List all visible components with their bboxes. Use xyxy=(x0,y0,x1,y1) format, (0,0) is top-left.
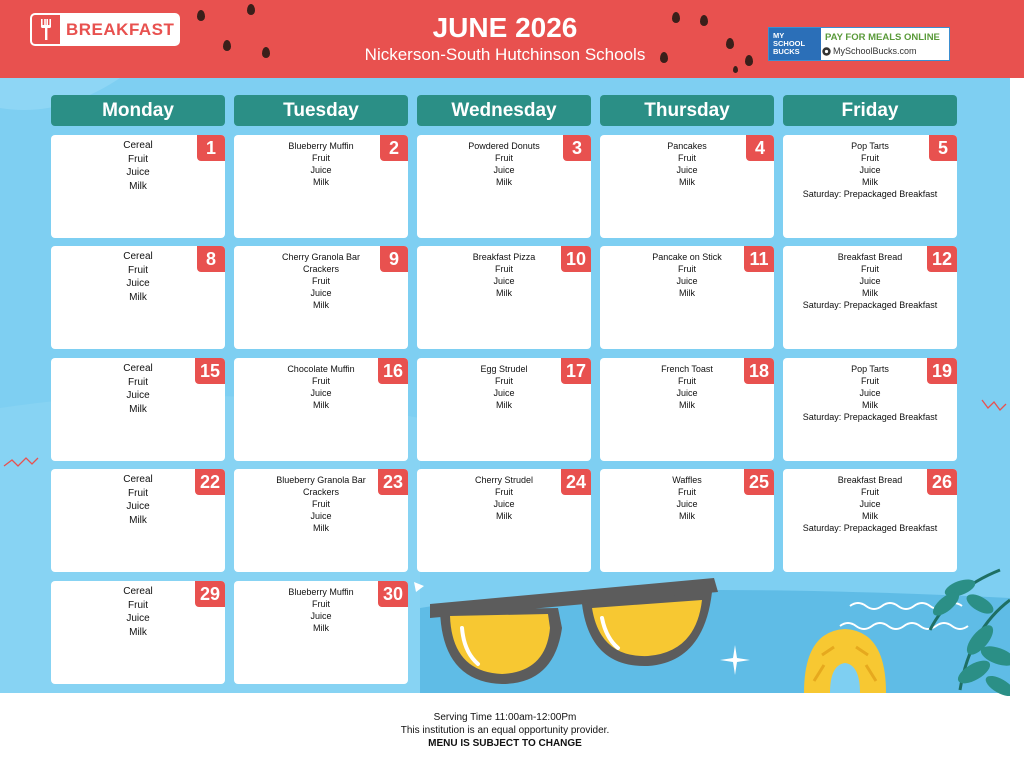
logo-label: BREAKFAST xyxy=(66,20,175,39)
menu-item: Saturday: Prepackaged Breakfast xyxy=(802,523,938,533)
calendar-day-cell xyxy=(234,135,408,238)
menu-item: Blueberry Granola Bar xyxy=(276,475,366,485)
menu-item: Pop Tarts xyxy=(851,141,889,151)
date-badge: 1 xyxy=(197,135,225,161)
menu-item: Fruit xyxy=(678,153,696,163)
menu-item: Fruit xyxy=(128,487,148,499)
menu-item: Pancakes xyxy=(667,141,707,151)
serving-time: Serving Time 11:00am-12:00Pm xyxy=(433,712,577,723)
date-badge: 29 xyxy=(195,581,225,607)
date-badge: 3 xyxy=(563,135,591,161)
calendar-day-cell xyxy=(600,135,774,238)
menu-item: Fruit xyxy=(678,376,696,386)
menu-change-notice: MENU IS SUBJECT TO CHANGE xyxy=(428,738,582,749)
day-header-tuesday: Tuesday xyxy=(234,95,408,126)
menu-item: Fruit xyxy=(678,264,696,274)
menu-item: Juice xyxy=(126,501,150,512)
menu-item: Breakfast Bread xyxy=(837,252,903,262)
date-badge: 11 xyxy=(744,246,774,272)
msb-url-text: MySchoolBucks.com xyxy=(833,46,917,56)
menu-item: Blueberry Muffin xyxy=(288,587,354,597)
calendar-day-cell xyxy=(51,581,225,684)
msb-logo-line: MY xyxy=(773,31,785,40)
menu-item: Fruit xyxy=(861,153,879,163)
date-badge: 18 xyxy=(744,358,774,384)
calendar-day-cell xyxy=(783,469,957,572)
menu-item: Juice xyxy=(310,165,332,175)
menu-item: Fruit xyxy=(312,153,330,163)
day-header-friday: Friday xyxy=(783,95,957,126)
tropical-leaves-icon xyxy=(890,560,1010,700)
day-header-monday: Monday xyxy=(51,95,225,126)
menu-item: Crackers xyxy=(302,487,339,497)
date-badge: 23 xyxy=(378,469,408,495)
day-header-thursday: Thursday xyxy=(600,95,774,126)
menu-item: Cherry Granola Bar xyxy=(281,252,361,262)
calendar-day-cell xyxy=(417,469,591,572)
menu-item: Cereal xyxy=(123,474,153,485)
menu-item: Milk xyxy=(862,177,878,187)
day-header-wednesday: Wednesday xyxy=(417,95,591,126)
myschoolbucks-logo xyxy=(769,28,821,60)
menu-item: Milk xyxy=(679,177,695,187)
menu-item: Juice xyxy=(859,499,881,509)
calendar-day-cell xyxy=(51,135,225,238)
pay-online-text: PAY FOR MEALS ONLINE xyxy=(825,32,940,43)
menu-item: Fruit xyxy=(861,487,879,497)
menu-item: Juice xyxy=(310,288,332,298)
menu-item: Fruit xyxy=(128,599,148,611)
calendar-day-cell xyxy=(51,469,225,572)
date-badge: 16 xyxy=(378,358,408,384)
calendar-day-cell xyxy=(783,135,957,238)
menu-item: Chocolate Muffin xyxy=(287,364,355,374)
menu-item: Cherry Strudel xyxy=(474,475,534,485)
menu-item: Pop Tarts xyxy=(851,364,889,374)
menu-item: Juice xyxy=(126,390,150,401)
menu-item: Saturday: Prepackaged Breakfast xyxy=(802,300,938,310)
menu-item: Blueberry Muffin xyxy=(288,141,354,151)
menu-item: Juice xyxy=(310,611,332,621)
calendar-day-cell xyxy=(234,246,408,349)
page-title: JUNE 2026 xyxy=(432,12,578,43)
menu-item: Milk xyxy=(679,400,695,410)
menu-item: Cereal xyxy=(123,251,153,262)
sparkle-small-icon xyxy=(412,580,426,594)
menu-item: Fruit xyxy=(128,376,148,388)
menu-item: Juice xyxy=(676,388,698,398)
calendar-day-cell xyxy=(51,246,225,349)
menu-item: Milk xyxy=(679,511,695,521)
menu-item: Juice xyxy=(126,167,150,178)
footer xyxy=(0,711,1010,750)
menu-item: Cereal xyxy=(123,586,153,597)
menu-item: Fruit xyxy=(312,499,330,509)
menu-item: Fruit xyxy=(495,153,513,163)
menu-item: Milk xyxy=(129,403,147,415)
date-badge: 2 xyxy=(380,135,408,161)
menu-item: Fruit xyxy=(128,153,148,165)
date-badge: 26 xyxy=(927,469,957,495)
calendar-day-cell xyxy=(783,246,957,349)
menu-item: Milk xyxy=(862,400,878,410)
menu-item: Fruit xyxy=(861,376,879,386)
menu-item: Saturday: Prepackaged Breakfast xyxy=(802,189,938,199)
header-banner xyxy=(0,0,1024,78)
menu-item: Juice xyxy=(493,499,515,509)
calendar-day-cell xyxy=(600,246,774,349)
menu-item: Fruit xyxy=(678,487,696,497)
calendar-day-cell xyxy=(417,246,591,349)
menu-item: Milk xyxy=(313,523,329,533)
menu-item: Breakfast Bread xyxy=(837,475,903,485)
menu-item: Milk xyxy=(862,511,878,521)
date-badge: 15 xyxy=(195,358,225,384)
menu-item: Milk xyxy=(679,288,695,298)
date-badge: 17 xyxy=(561,358,591,384)
menu-item: Milk xyxy=(496,288,512,298)
menu-item: Fruit xyxy=(128,264,148,276)
menu-item: Juice xyxy=(676,499,698,509)
menu-item: Juice xyxy=(859,165,881,175)
date-badge: 9 xyxy=(380,246,408,272)
menu-item: Juice xyxy=(126,278,150,289)
calendar-day-cell xyxy=(417,358,591,461)
menu-item: Milk xyxy=(496,400,512,410)
date-badge: 8 xyxy=(197,246,225,272)
date-badge: 22 xyxy=(195,469,225,495)
date-badge: 4 xyxy=(746,135,774,161)
msb-url[interactable] xyxy=(833,46,917,56)
date-badge: 25 xyxy=(744,469,774,495)
menu-item: Fruit xyxy=(495,376,513,386)
menu-item: Milk xyxy=(496,177,512,187)
sunglasses-icon xyxy=(422,572,722,692)
menu-item: Milk xyxy=(129,626,147,638)
calendar-day-cell xyxy=(600,469,774,572)
msb-logo-line: BUCKS xyxy=(773,47,800,56)
menu-item: Pancake on Stick xyxy=(652,252,722,262)
menu-item: Crackers xyxy=(302,264,339,274)
date-badge: 10 xyxy=(561,246,591,272)
menu-item: Milk xyxy=(313,400,329,410)
menu-item: Milk xyxy=(862,288,878,298)
menu-item: Cereal xyxy=(123,363,153,374)
date-badge: 19 xyxy=(927,358,957,384)
menu-item: Fruit xyxy=(312,276,330,286)
menu-item: Egg Strudel xyxy=(480,364,528,374)
date-badge: 12 xyxy=(927,246,957,272)
menu-item: Juice xyxy=(310,511,332,521)
calendar-day-cell xyxy=(417,135,591,238)
date-badge: 30 xyxy=(378,581,408,607)
myschoolbucks-badge[interactable] xyxy=(768,27,950,61)
menu-item: Cereal xyxy=(123,140,153,151)
date-badge: 24 xyxy=(561,469,591,495)
menu-item: Milk xyxy=(313,623,329,633)
menu-item: Juice xyxy=(310,388,332,398)
menu-item: Juice xyxy=(493,165,515,175)
menu-item: Juice xyxy=(859,276,881,286)
link-icon xyxy=(822,47,831,56)
watermelon-seed-icon xyxy=(733,66,738,73)
menu-item: Milk xyxy=(129,291,147,303)
menu-item: Milk xyxy=(496,511,512,521)
menu-item: Juice xyxy=(493,276,515,286)
equal-opportunity-statement: This institution is an equal opportunity provider. xyxy=(400,725,610,736)
menu-item: Juice xyxy=(126,613,150,624)
menu-item: Milk xyxy=(313,300,329,310)
menu-item: Milk xyxy=(313,177,329,187)
calendar-day-cell xyxy=(234,358,408,461)
menu-item: Fruit xyxy=(495,264,513,274)
menu-item: Powdered Donuts xyxy=(468,141,540,151)
menu-item: Fruit xyxy=(861,264,879,274)
menu-item: Juice xyxy=(676,276,698,286)
menu-item: Milk xyxy=(129,514,147,526)
menu-item: Juice xyxy=(493,388,515,398)
menu-item: Breakfast Pizza xyxy=(472,252,536,262)
msb-logo-line: SCHOOL xyxy=(773,39,806,48)
calendar-day-cell xyxy=(234,581,408,684)
menu-item: Fruit xyxy=(312,599,330,609)
calendar-day-cell xyxy=(600,358,774,461)
calendar-day-cell xyxy=(783,358,957,461)
menu-item: Fruit xyxy=(312,376,330,386)
menu-item: Waffles xyxy=(672,475,702,485)
calendar-day-cell xyxy=(51,358,225,461)
menu-item: Juice xyxy=(859,388,881,398)
menu-item: Juice xyxy=(676,165,698,175)
menu-item: Milk xyxy=(129,180,147,192)
calendar-day-cell xyxy=(234,469,408,572)
date-badge: 5 xyxy=(929,135,957,161)
menu-item: Saturday: Prepackaged Breakfast xyxy=(802,412,938,422)
menu-item: Fruit xyxy=(495,487,513,497)
menu-item: French Toast xyxy=(661,364,713,374)
pineapple-slice-icon xyxy=(800,625,890,695)
sparkle-icon xyxy=(720,645,750,675)
school-name: Nickerson-South Hutchinson Schools xyxy=(364,45,646,64)
